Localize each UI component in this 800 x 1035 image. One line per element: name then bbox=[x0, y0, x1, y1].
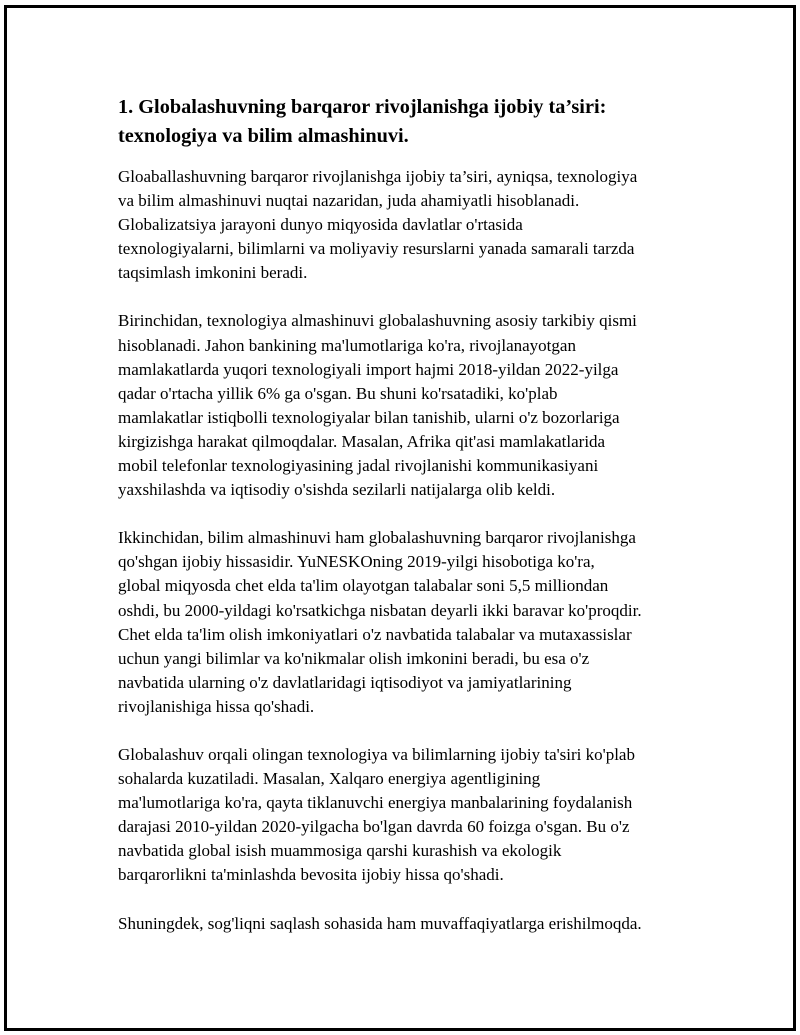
text-line: uchun yangi bilimlar va ko'nikmalar olish imkonini beradi, bu esa o'z bbox=[118, 648, 590, 668]
text-line: yaxshilashda va iqtisodiy o'sishda sezilarli natijalarga olib keldi. bbox=[118, 480, 556, 500]
text-line: global miqyosda chet elda ta'lim olayotgan talabalar soni 5,5 milliondan bbox=[118, 576, 609, 596]
text-line: barqarorlikni ta'minlashda bevosita ijobiy hissa qo'shadi. bbox=[118, 865, 504, 885]
paragraph-knowledge bbox=[118, 526, 690, 719]
text-line: ma'lumotlariga ko'ra, qayta tiklanuvchi energiya manbalarining foydalanish bbox=[118, 793, 633, 813]
text-line: navbatida global isish muammosiga qarshi kurashish va ekologik bbox=[118, 841, 562, 861]
heading-line: texnologiya va bilim almashinuvi. bbox=[118, 125, 409, 147]
text-line: Globalizatsiya jarayoni dunyo miqyosida davlatlar o'rtasida bbox=[118, 215, 523, 235]
paragraph-intro bbox=[118, 165, 690, 285]
text-line: mobil telefonlar texnologiyasining jadal rivojlanishi kommunikasiyani bbox=[118, 456, 599, 476]
text-line: qadar o'rtacha yillik 6% ga o'sgan. Bu shuni ko'rsatadiki, ko'plab bbox=[118, 383, 558, 403]
text-line: Birinchidan, texnologiya almashinuvi globalashuvning asosiy tarkibiy qismi bbox=[118, 311, 637, 331]
text-line: darajasi 2010-yildan 2020-yilgacha bo'lgan davrda 60 foizga o'sgan. Bu o'z bbox=[118, 817, 630, 837]
paragraph-technology bbox=[118, 309, 690, 502]
text-line: mamlakatlar istiqbolli texnologiyalar bilan tanishib, ularni o'z bozorlariga bbox=[118, 407, 620, 427]
text-line: rivojlanishiga hissa qo'shadi. bbox=[118, 696, 315, 716]
paragraph-health bbox=[118, 912, 690, 936]
text-line: navbatida ularning o'z davlatlaridagi iqtisodiyot va jamiyatlarining bbox=[118, 672, 572, 692]
text-line: Shuningdek, sog'liqni saqlash sohasida ham muvaffaqiyatlarga erishilmoqda. bbox=[118, 913, 642, 933]
paragraph-impact bbox=[118, 743, 690, 888]
text-line: oshdi, bu 2000-yildagi ko'rsatkichga nisbatan deyarli ikki baravar ko'proqdir. bbox=[118, 600, 642, 620]
text-line: mamlakatlarda yuqori texnologiyali import hajmi 2018-yildan 2022-yilga bbox=[118, 359, 619, 379]
text-line: Globalashuv orqali olingan texnologiya va bilimlarning ijobiy ta'siri ko'plab bbox=[118, 744, 635, 764]
text-line: qo'shgan ijobiy hissasidir. YuNESKOning 2019-yilgi hisobotiga ko'ra, bbox=[118, 552, 595, 572]
text-line: taqsimlash imkonini beradi. bbox=[118, 263, 308, 283]
text-line: hisoblanadi. Jahon bankining ma'lumotlariga ko'ra, rivojlanayotgan bbox=[118, 335, 576, 355]
text-line: sohalarda kuzatiladi. Masalan, Xalqaro energiya agentligining bbox=[118, 769, 541, 789]
text-line: Gloaballashuvning barqaror rivojlanishga ijobiy ta’siri, ayniqsa, texnologiya bbox=[118, 167, 638, 186]
text-line: va bilim almashinuvi nuqtai nazaridan, juda ahamiyatli hisoblanadi. bbox=[118, 191, 580, 211]
document-body bbox=[118, 93, 690, 960]
section-heading bbox=[118, 93, 690, 151]
text-line: Ikkinchidan, bilim almashinuvi ham globalashuvning barqaror rivojlanishga bbox=[118, 528, 636, 548]
text-line: kirgizishga harakat qilmoqdalar. Masalan, Afrika qit'asi mamlakatlarida bbox=[118, 431, 606, 451]
heading-line: 1. Globalashuvning barqaror rivojlanishga ijobiy ta’siri: bbox=[118, 96, 607, 118]
text-line: Chet elda ta'lim olish imkoniyatlari o'z navbatida talabalar va mutaxassislar bbox=[118, 624, 632, 644]
text-line: texnologiyalarni, bilimlarni va moliyaviy resurslarni yanada samarali tarzda bbox=[118, 239, 635, 259]
